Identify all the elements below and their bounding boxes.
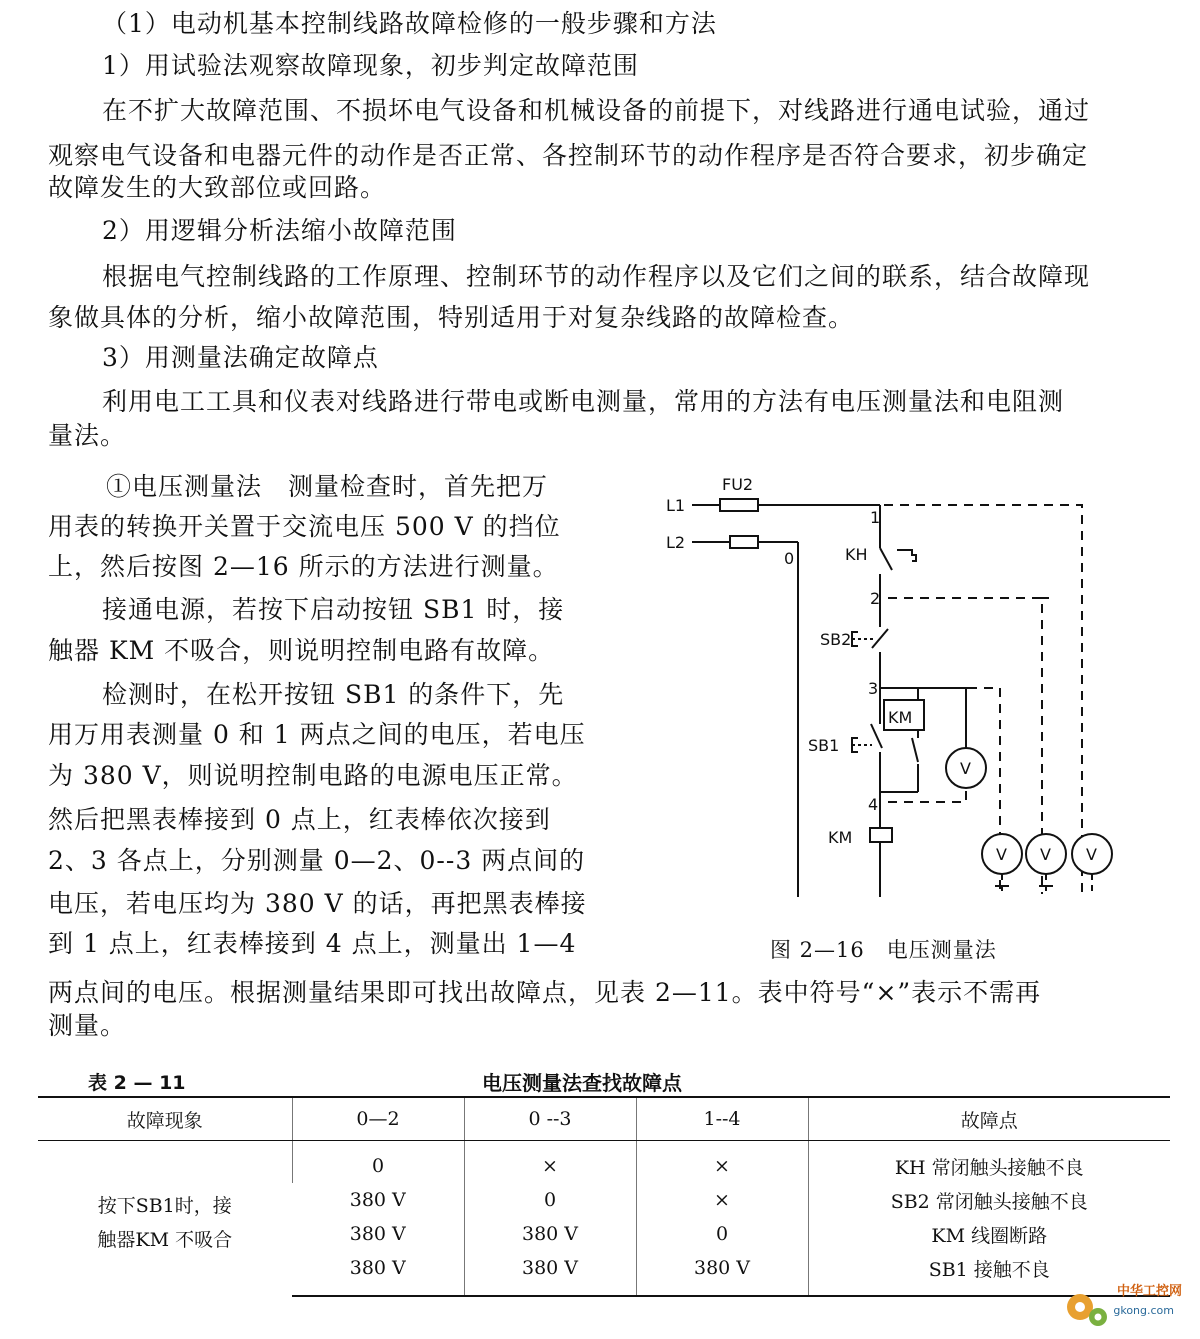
symptom-line: 触器KM 不吸合 (97, 1228, 233, 1251)
paragraph-line: 两点间的电压。根据测量结果即可找出故障点，见表 2—11。表中符号“×”表示不需再 (48, 978, 1042, 1007)
step-2-heading: 2）用逻辑分析法缩小故障范围 (102, 216, 457, 245)
table-cell: × (636, 1141, 808, 1184)
paragraph-line: 在不扩大故障范围、不损坏电气设备和机械设备的前提下，对线路进行通电试验，通过 (102, 96, 1091, 125)
paragraph-line: 观察电气设备和电器元件的动作是否正常、各控制环节的动作程序是否符合要求，初步确定 (48, 141, 1089, 170)
kh-actuator-icon (897, 550, 916, 561)
circuit-diagram-svg (650, 462, 1190, 962)
voltmeter-label: V (996, 845, 1007, 864)
km-coil-label: KM (828, 828, 853, 847)
sb1-contact-icon (871, 724, 882, 748)
paragraph-line: 用表的转换开关置于交流电压 500 V 的挡位 (48, 512, 561, 541)
voltmeter-label: V (960, 759, 971, 778)
table-cell: KM 线圈断路 (808, 1217, 1170, 1251)
header-cell: 0 --3 (464, 1097, 636, 1141)
table-cell: 0 (464, 1183, 636, 1217)
paragraph-line: 触器 KM 不吸合，则说明控制电路有故障。 (48, 636, 555, 665)
wire (798, 882, 880, 897)
kh-label: KH (845, 545, 868, 564)
paragraph-line: ①电压测量法 测量检查时，首先把万 (106, 472, 549, 501)
paragraph-line: 象做具体的分析，缩小故障范围，特别适用于对复杂线路的故障检查。 (48, 303, 855, 332)
table-cell: × (464, 1141, 636, 1184)
table-cell: 380 V (636, 1251, 808, 1296)
table-row (38, 1141, 1170, 1184)
sb1-label: SB1 (808, 736, 840, 755)
probe-lead-bottom (1002, 874, 1092, 894)
probe-lead-1-4b (888, 788, 966, 802)
node-0-label: 0 (784, 549, 795, 568)
km-coil-icon (870, 828, 892, 842)
paragraph-line: 用万用表测量 0 和 1 两点之间的电压，若电压 (48, 720, 586, 749)
header-cell: 0—2 (292, 1097, 464, 1141)
table-header-row (38, 1097, 1170, 1141)
paragraph-line: 检测时，在松开按钮 SB1 的条件下，先 (102, 680, 565, 709)
paragraph-line: 为 380 V，则说明控制电路的电源电压正常。 (48, 761, 578, 790)
section-heading: （1）电动机基本控制线路故障检修的一般步骤和方法 (102, 9, 717, 38)
table-cell: 380 V (464, 1217, 636, 1251)
node-2-label: 2 (870, 589, 881, 608)
paragraph-line: 接通电源，若按下启动按钮 SB1 时，接 (102, 595, 565, 624)
km-aux-contact-icon (912, 738, 918, 762)
node-3-label: 3 (868, 679, 879, 698)
paragraph-line: 故障发生的大致部位或回路。 (48, 173, 387, 202)
l2-label: L2 (666, 533, 686, 552)
paragraph-line: 根据电气控制线路的工作原理、控制环节的动作程序以及它们之间的联系，结合故障现 (102, 262, 1091, 291)
paragraph-line: 到 1 点上，红表棒接到 4 点上，测量出 1—4 (48, 929, 577, 958)
fu2-label: FU2 (722, 475, 754, 494)
paragraph-line: 电压，若电压均为 380 V 的话，再把黑表棒接 (48, 889, 587, 918)
header-cell: 1--4 (636, 1097, 808, 1141)
table-cell: KH 常闭触头接触不良 (808, 1141, 1170, 1184)
symptom-line: 按下SB1时，接 (97, 1194, 232, 1217)
table-cell: SB2 常闭触头接触不良 (808, 1183, 1170, 1217)
sb2-contact-icon (872, 629, 888, 648)
voltmeter-label: V (1086, 845, 1097, 864)
fuse-icon (720, 499, 758, 511)
node-1-label: 1 (870, 508, 881, 527)
figure-caption: 图 2—16 电压测量法 (770, 938, 997, 962)
km-contact-label: KM (888, 708, 913, 727)
fault-table (38, 1096, 1170, 1297)
paragraph-line: 量法。 (48, 421, 127, 450)
fuse-icon (730, 536, 758, 548)
l1-label: L1 (666, 496, 686, 515)
table-title: 电压测量法查找故障点 (482, 1071, 682, 1095)
step-3-heading: 3）用测量法确定故障点 (102, 343, 379, 372)
symptom-cell (38, 1141, 292, 1297)
table-cell: 380 V (349, 1189, 406, 1211)
voltmeter-label: V (1040, 845, 1051, 864)
kh-contact-icon (880, 548, 892, 570)
table-cell: 0 (292, 1141, 464, 1184)
table-cell: × (636, 1183, 808, 1217)
paragraph-line: 上，然后按图 2—16 所示的方法进行测量。 (48, 552, 559, 581)
header-cell: 故障点 (808, 1097, 1170, 1141)
circuit-diagram (650, 462, 1190, 962)
paragraph-line: 测量。 (48, 1011, 127, 1040)
table-cell: SB1 接触不良 (808, 1251, 1170, 1296)
table-cell: 380 V (349, 1223, 406, 1245)
watermark-url: gkong.com (1113, 1304, 1174, 1317)
watermark-text: 中华工控网 (1116, 1284, 1182, 1299)
paragraph-line: 2、3 各点上，分别测量 0—2、0--3 两点间的 (48, 846, 586, 875)
header-cell: 故障现象 (38, 1097, 292, 1141)
sb2-label: SB2 (820, 630, 852, 649)
table-cell: 0 (636, 1217, 808, 1251)
gear-icon (1058, 1271, 1118, 1331)
table-cell: 380 V (464, 1251, 636, 1296)
paragraph-line: 利用电工工具和仪表对线路进行带电或断电测量，常用的方法有电压测量法和电阻测 (102, 387, 1065, 416)
step-1-heading: 1）用试验法观察故障现象，初步判定故障范围 (102, 51, 639, 80)
paragraph-line: 然后把黑表棒接到 0 点上，红表棒依次接到 (48, 805, 551, 834)
node-4-label: 4 (868, 795, 879, 814)
probe-lead-1-4 (912, 688, 966, 748)
table-label: 表 2 — 11 (88, 1072, 186, 1094)
table-cell: 380 V (292, 1251, 464, 1296)
